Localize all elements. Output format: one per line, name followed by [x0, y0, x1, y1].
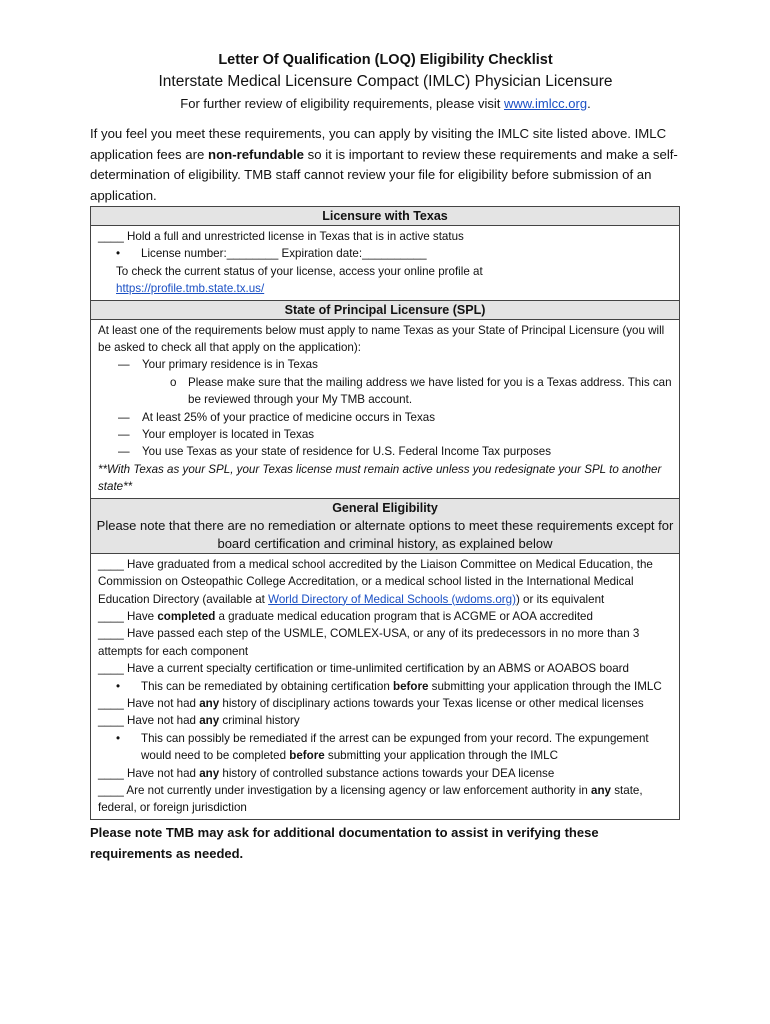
bullet-text	[141, 730, 672, 765]
license-number-text: License number:________ Expiration date:__________	[141, 247, 427, 261]
item-bold: any	[199, 696, 220, 710]
spl-section-heading: State of Principal Licensure (SPL)	[91, 300, 679, 320]
item-text: ) or its equivalent	[515, 592, 605, 606]
spl-item-practice	[98, 409, 672, 426]
item-bold: any	[199, 766, 220, 780]
item-bold: completed	[157, 609, 216, 623]
spl-item-text: Your primary residence is in Texas	[142, 358, 318, 372]
dash-mark: —	[118, 445, 130, 459]
dash-mark: —	[118, 410, 130, 424]
item-text: ____ Have not had	[98, 714, 200, 728]
intro-part2: so it is important to review these requirements and make a self-determination of eligibility. TMB staff cannot review your file for eligibility before submission of an application.	[90, 146, 678, 203]
item-bold: before	[289, 749, 325, 763]
item-text: a graduate medical education program that is ACGME or AOA accredited	[215, 609, 593, 623]
criminal-remediation-bullet	[98, 730, 672, 765]
item-text: This can possibly be remediated if the arrest can be expunged from your record. The expungement would need to be completed	[141, 731, 649, 763]
texas-section-body	[91, 226, 679, 300]
spl-item-tax	[98, 443, 672, 460]
spl-subitem-text: Please make sure that the mailing address we have listed for you is a Texas address. This can be reviewed through your My TMB account.	[188, 375, 672, 407]
certification-remediation-bullet	[98, 678, 672, 695]
item-bold: any	[199, 714, 220, 728]
general-section-body	[91, 554, 679, 819]
intro-paragraph	[90, 124, 681, 206]
spl-item-text: At least 25% of your practice of medicine occurs in Texas	[142, 410, 435, 424]
general-section-heading	[91, 498, 679, 554]
texas-section-heading: Licensure with Texas	[91, 207, 679, 226]
general-item-dea	[98, 765, 672, 782]
bullet-mark: •	[116, 679, 121, 693]
item-text: ____ Have graduated from a medical school accredited by the Liaison Committee on Medical Education, the Commission on Osteopathic College Accreditation, or a medical school listed in the International Medical Education Directory (available at	[98, 557, 653, 606]
general-heading-title: General Eligibility	[332, 500, 438, 515]
imlc-website-link[interactable]: www.imlcc.org	[503, 96, 588, 111]
general-heading-subtitle: Please note that there are no remediation or alternate options to meet these requirements except for board certification and criminal history, as explained below	[96, 517, 674, 551]
circle-mark: o	[170, 375, 177, 389]
note-suffix: .	[587, 96, 591, 111]
general-item-medical-school	[98, 556, 672, 608]
spl-subitem-mailing	[98, 374, 672, 409]
footer-note: Please note TMB may ask for additional documentation to assist in verifying these requirements as needed.	[90, 824, 599, 861]
item-text: history of disciplinary actions towards your Texas license or other medical licenses	[219, 696, 644, 710]
dash-mark: —	[118, 358, 130, 372]
item-text: state, federal, or foreign jurisdiction	[98, 783, 643, 815]
spl-note: **With Texas as your SPL, your Texas license must remain active unless you redesignate your SPL to another state**	[98, 462, 662, 494]
item-text: submitting your application through the IMLC	[324, 749, 558, 763]
spl-item-text: You use Texas as your state of residence for U.S. Federal Income Tax purposes	[142, 445, 552, 459]
note-prefix: For further review of eligibility requirements, please visit	[180, 96, 504, 111]
item-bold: before	[392, 679, 429, 693]
wdoms-link[interactable]: World Directory of Medical Schools (wdoms.org)	[268, 592, 516, 606]
general-item-criminal	[98, 712, 672, 729]
item-text: criminal history	[219, 714, 300, 728]
general-item-usmle: ____ Have passed each step of the USMLE, COMLEX-USA, or any of its predecessors in no more than 3 attempts for each component	[98, 627, 640, 658]
texas-active-license-item: ____ Hold a full and unrestricted license in Texas that is in active status	[98, 230, 464, 243]
spl-item-employer	[98, 426, 672, 443]
item-text: ____ Are not currently under investigation by a licensing agency or law enforcement authority in	[98, 783, 592, 797]
item-bold: any	[591, 783, 612, 797]
item-text: ____ Have	[98, 609, 158, 623]
general-item-disciplinary	[98, 695, 672, 712]
item-text: submitting your application through the IMLC	[428, 679, 662, 693]
item-text: history of controlled substance actions towards your DEA license	[219, 766, 555, 780]
check-status-text: To check the current status of your license, access your online profile at	[116, 264, 483, 278]
tmb-profile-link[interactable]: https://profile.tmb.state.tx.us/	[116, 282, 265, 296]
license-number-bullet	[98, 245, 672, 262]
profile-link-row	[98, 280, 672, 297]
general-item-investigation	[98, 782, 672, 817]
spl-item-residence	[98, 356, 672, 373]
item-text: ____ Have not had	[98, 766, 200, 780]
item-text: This can be remediated by obtaining certification	[141, 679, 393, 693]
further-review-note	[90, 94, 681, 114]
spl-section-body	[91, 320, 679, 498]
spl-intro: At least one of the requirements below must apply to name Texas as your State of Principal Licensure (you will be asked to check all that apply on the application):	[98, 323, 665, 355]
page-subtitle: Interstate Medical Licensure Compact (IMLC) Physician Licensure	[158, 73, 613, 90]
general-item-certification: ____ Have a current specialty certification or time-unlimited certification by an ABMS or AOABOS board	[98, 662, 629, 676]
bullet-text	[141, 678, 662, 695]
page-title: Letter Of Qualification (LOQ) Eligibility Checklist	[218, 52, 553, 68]
intro-bold: non-refundable	[208, 146, 305, 162]
item-text: ____ Have not had	[98, 696, 200, 710]
intro-part1: If you feel you meet these requirements, you can apply by visiting the IMLC site listed above. IMLC application fees are	[90, 126, 667, 162]
general-item-gme	[98, 608, 672, 625]
bullet-mark: •	[116, 731, 121, 745]
bullet-mark: •	[116, 247, 121, 261]
spl-item-text: Your employer is located in Texas	[142, 428, 315, 442]
checklist-table	[90, 206, 680, 820]
dash-mark: —	[118, 428, 130, 442]
